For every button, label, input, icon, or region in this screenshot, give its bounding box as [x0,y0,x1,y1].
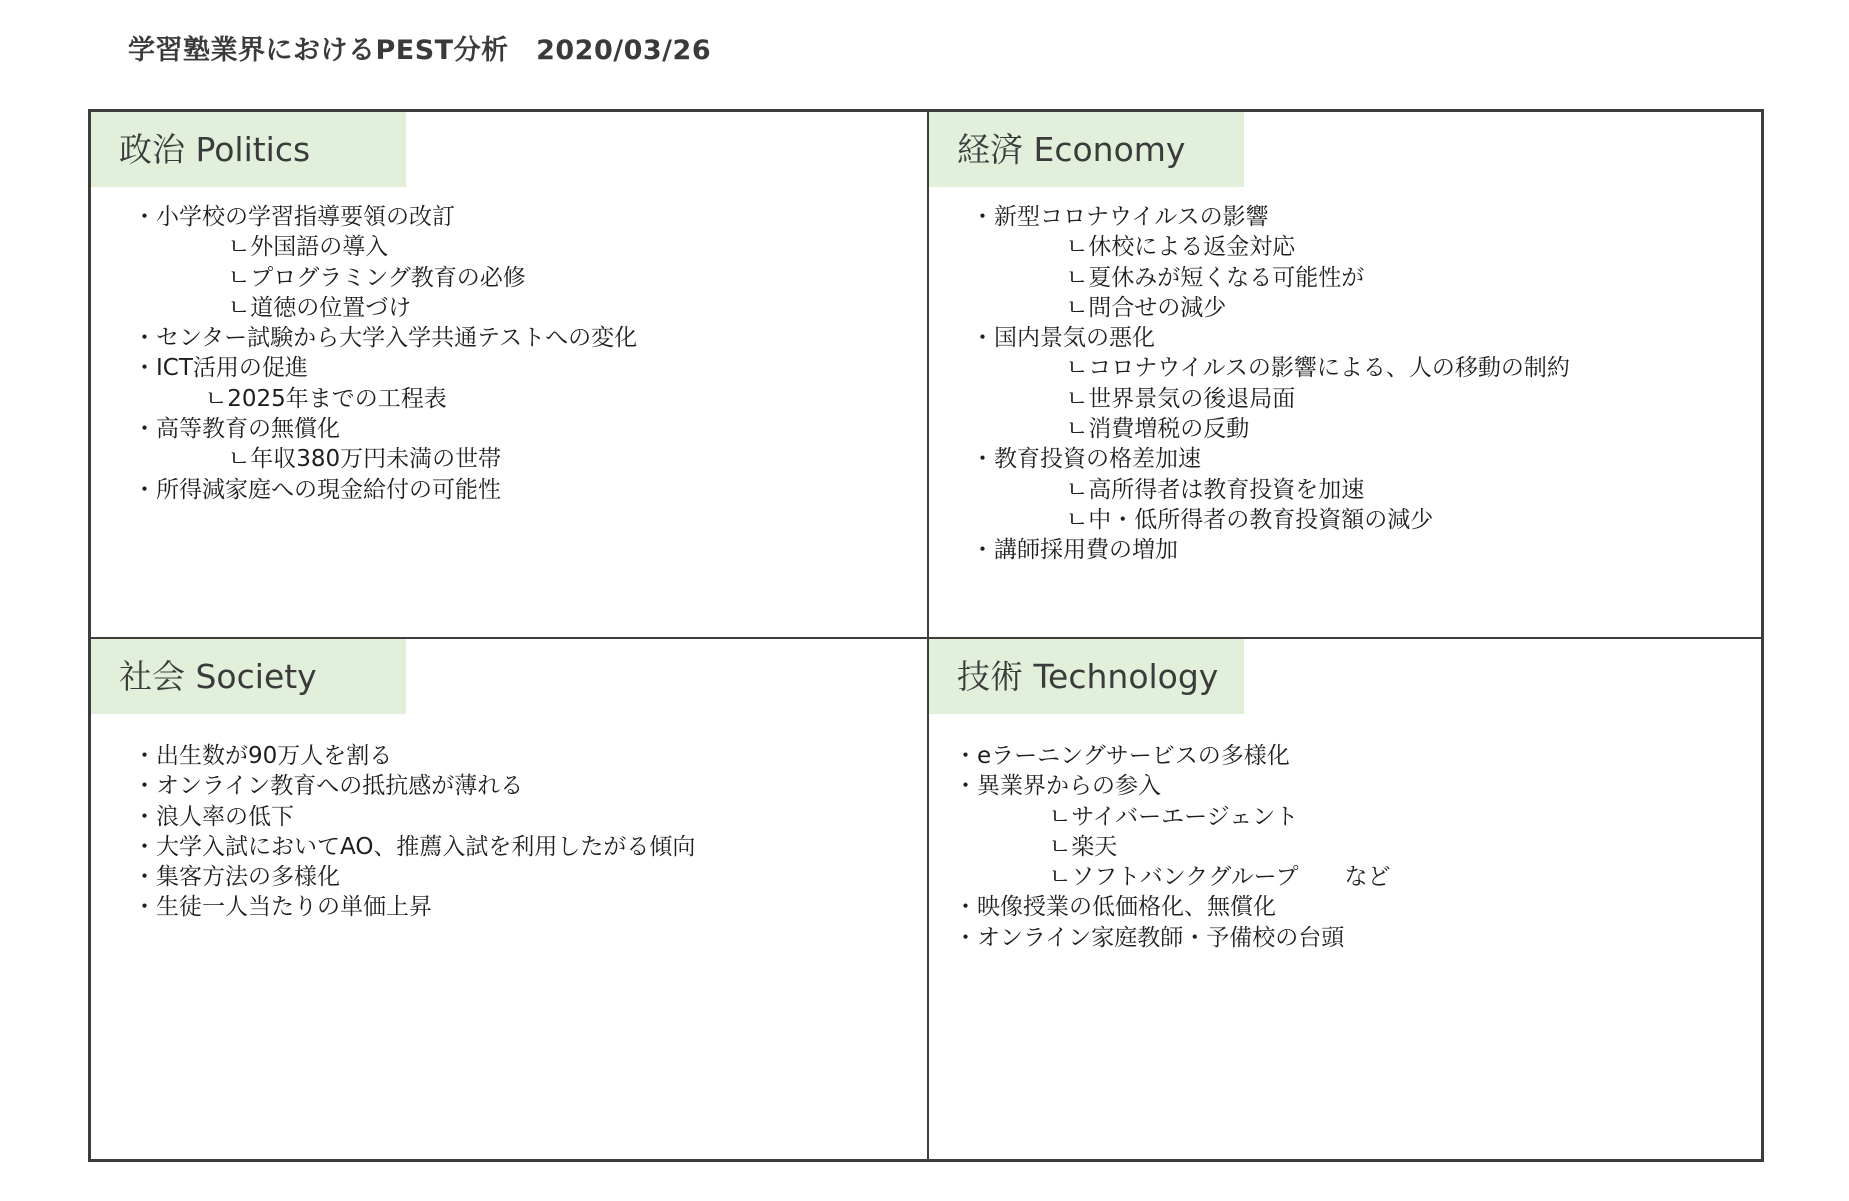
list-item: ・生徒一人当たりの単価上昇 [133,894,432,921]
politics-list [133,202,637,505]
technology-heading: 技術 Technology [929,639,1244,714]
sub-list-item: ㄴ2025年までの工程表 [205,385,447,412]
list-item: ・新型コロナウイルスの影響 [971,204,1269,230]
list-item: ・小学校の学習指導要領の改訂 [133,204,455,230]
list-item: ・国内景気の悪化 [971,325,1155,352]
list-item: ・集客方法の多様化 [133,864,340,891]
list-item: ・高等教育の無償化 [133,416,340,443]
list-item: ・eラーニングサービスの多様化 [954,743,1290,769]
document-title: 学習塾業界におけるPEST分析 2020/03/26 [128,35,712,66]
technology-list [954,741,1390,953]
list-item: ・教育投資の格差加速 [971,446,1201,473]
sub-list-item: ㄴ問合せの減少 [1066,294,1227,321]
sub-list-item: ㄴ楽天 [1049,833,1118,860]
society-list [133,741,695,923]
sub-list-item: ㄴプログラミング教育の必修 [228,264,526,291]
economy-list [971,202,1570,566]
sub-list-item: ㄴ年収380万円未満の世帯 [228,446,502,473]
sub-list-item: ㄴ休校による返金対応 [1066,234,1296,261]
sub-list-item: ㄴ中・低所得者の教育投資額の減少 [1066,506,1434,533]
economy-heading: 経済 Economy [929,112,1244,187]
list-item: ・オンライン家庭教師・予備校の台頭 [954,924,1345,951]
sub-list-item: ㄴコロナウイルスの影響による、人の移動の制約 [1066,355,1570,382]
sub-list-item: ㄴ高所得者は教育投資を加速 [1066,476,1365,503]
politics-heading: 政治 Politics [91,112,406,187]
list-item: ・映像授業の低価格化、無償化 [954,894,1276,921]
list-item: ・講師採用費の増加 [971,537,1178,564]
sub-list-item: ㄴサイバーエージェント [1049,803,1299,830]
list-item: ・浪人率の低下 [133,803,294,830]
list-item: ・所得減家庭への現金給付の可能性 [133,476,501,503]
sub-list-item: ㄴ外国語の導入 [228,234,389,261]
list-item: ・センター試験から大学入学共通テストへの変化 [133,325,638,352]
sub-list-item: ㄴ消費増税の反動 [1066,416,1250,443]
vertical-divider [927,112,929,1159]
pest-grid [88,109,1764,1162]
sub-list-item: ㄴ道徳の位置づけ [228,294,412,321]
sub-list-item: ㄴ夏休みが短くなる可能性が [1066,264,1365,291]
list-item: ・出生数が90万人を割る [133,743,393,769]
list-item: ・異業界からの参入 [954,773,1161,800]
sub-list-item: ㄴ世界景気の後退局面 [1066,385,1296,412]
list-item: ・大学入試においてAO、推薦入試を利用したがる傾向 [133,833,696,860]
society-heading: 社会 Society [91,639,406,714]
sub-list-item: ㄴソフトバンクグループ など [1049,864,1391,891]
list-item: ・オンライン教育への抵抗感が薄れる [133,773,524,800]
list-item: ・ICT活用の促進 [133,355,308,382]
